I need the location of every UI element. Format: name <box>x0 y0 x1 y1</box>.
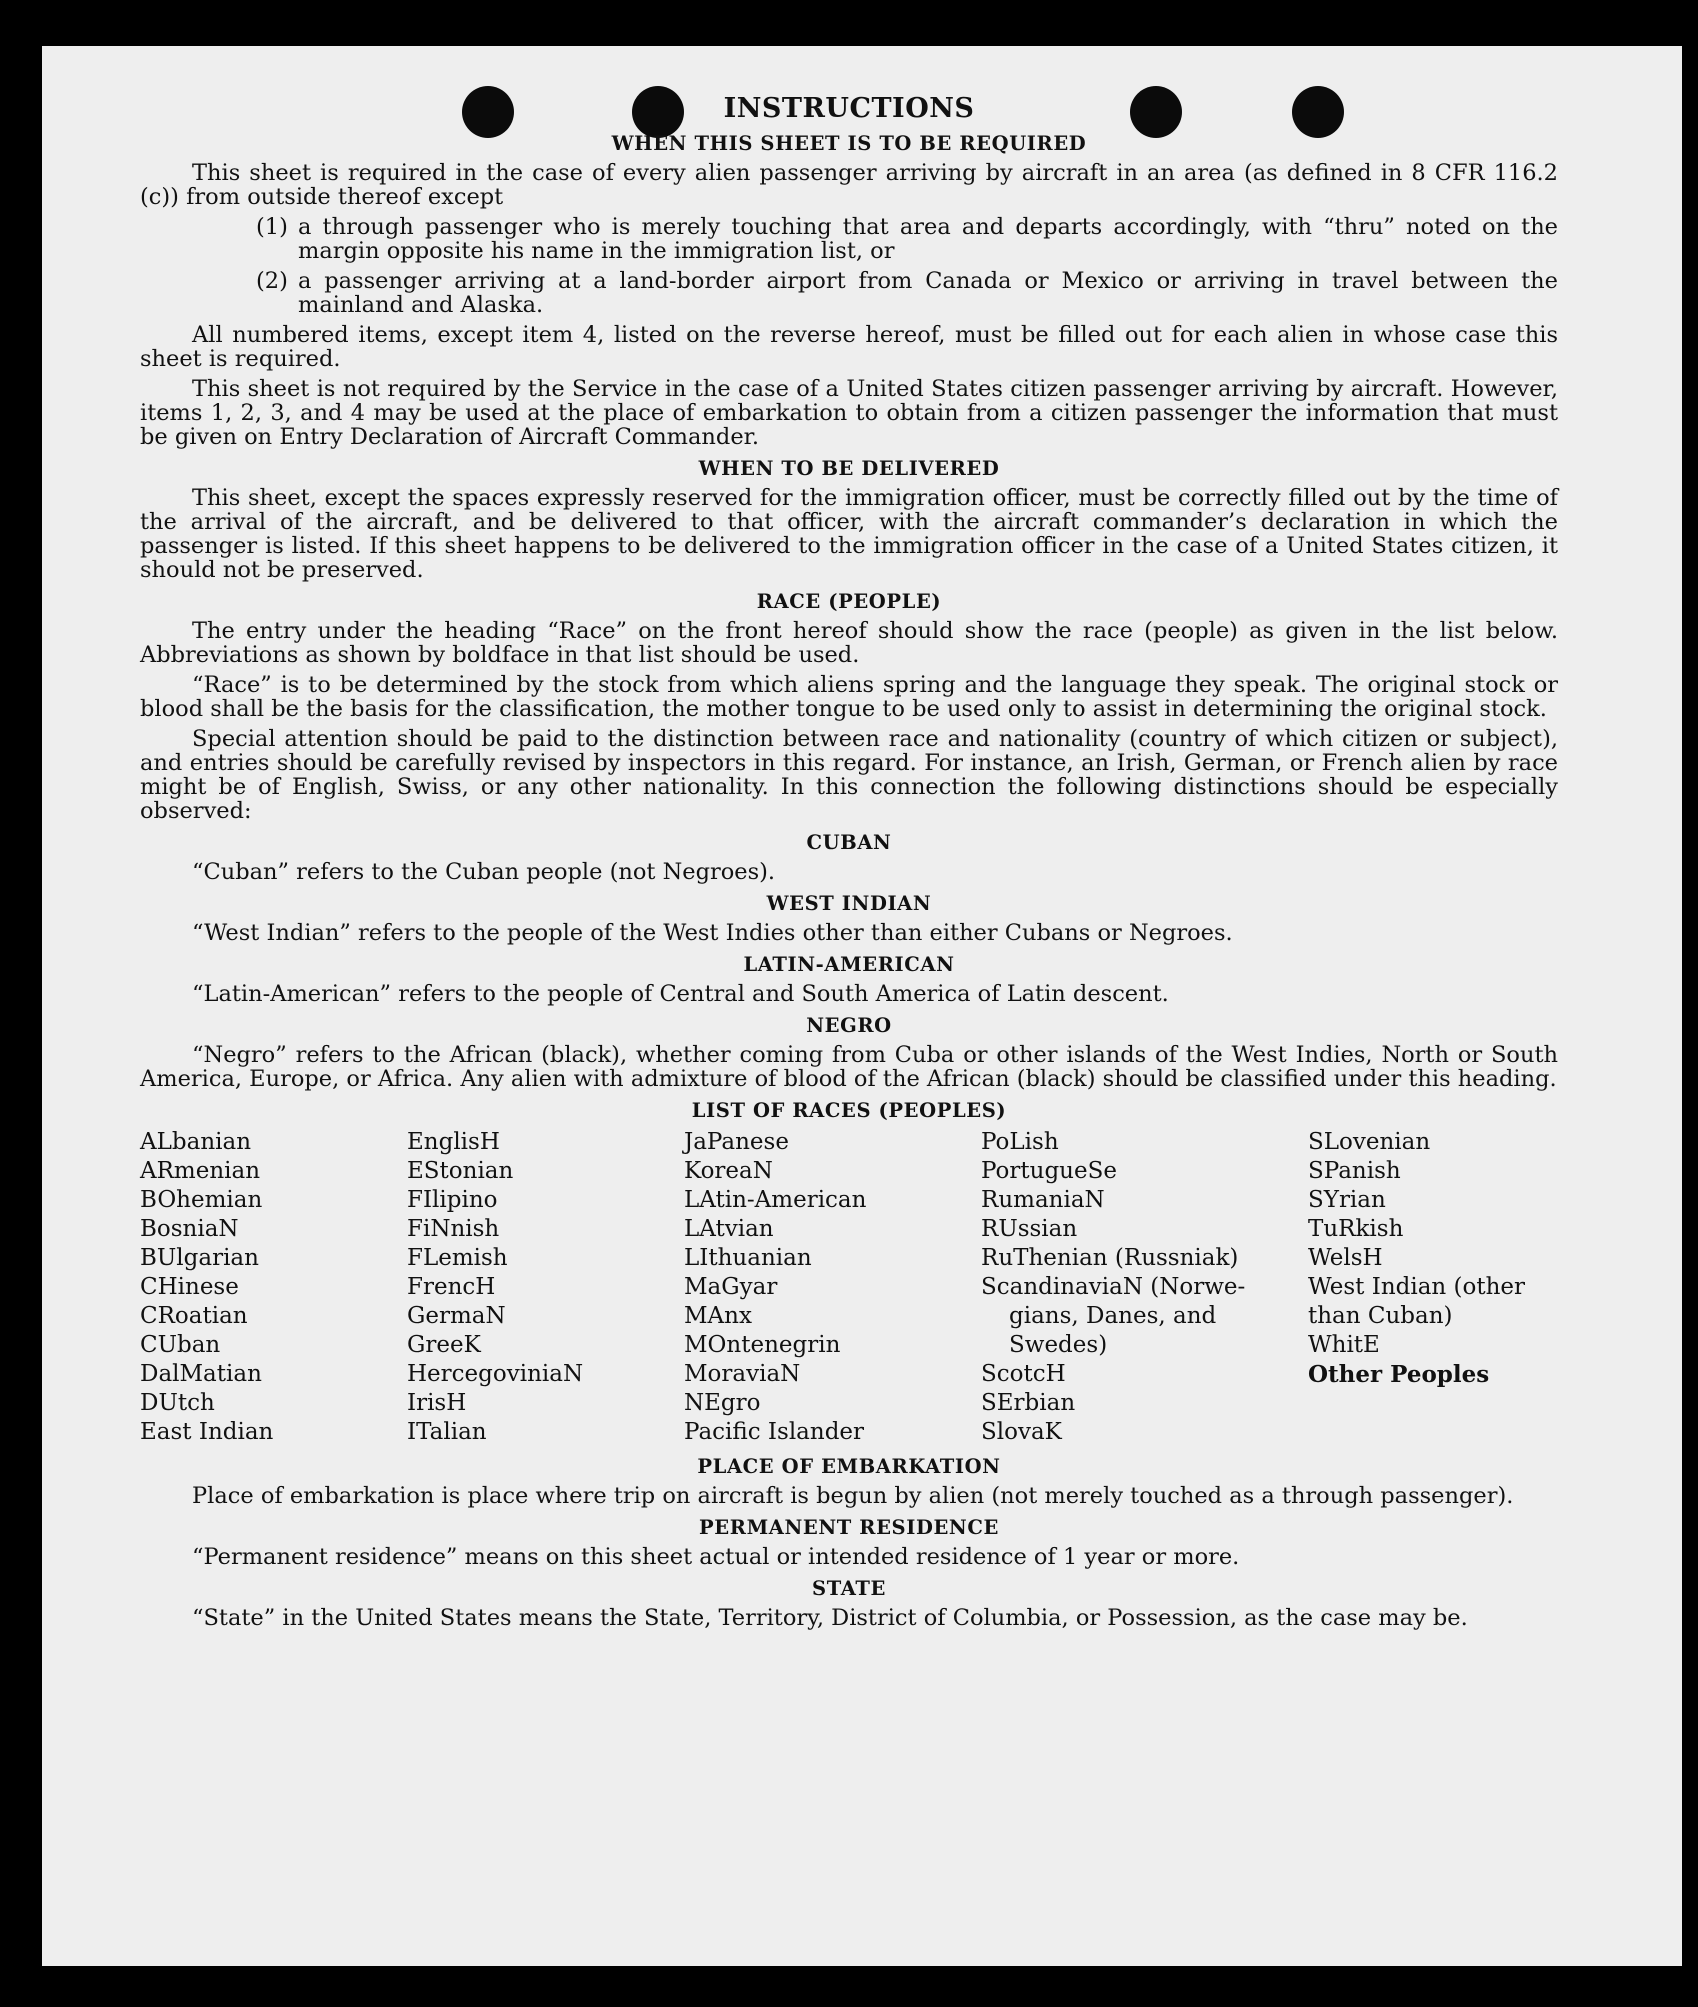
race-item: DalMatian <box>140 1361 262 1387</box>
paragraph: “Permanent residence” means on this sheet actual or intended residence of 1 year or more. <box>192 1544 1240 1570</box>
race-item: FrencH <box>407 1274 496 1300</box>
section-heading: PLACE OF EMBARKATION <box>697 1455 1001 1478</box>
race-item: GreeK <box>407 1332 481 1358</box>
race-item: FIlipino <box>407 1187 498 1213</box>
race-item: CRoatian <box>140 1303 248 1329</box>
race-item: SLovenian <box>1308 1129 1431 1155</box>
race-item: BosniaN <box>140 1216 239 1242</box>
race-column <box>1308 1128 1558 1447</box>
race-item: SPanish <box>1308 1158 1401 1184</box>
list-item <box>140 269 1558 317</box>
race-item: FiNnish <box>407 1216 500 1242</box>
race-item: SYrian <box>1308 1187 1386 1213</box>
race-item: CHinese <box>140 1274 239 1300</box>
section-heading: RACE (PEOPLE) <box>756 590 942 613</box>
race-item: RUssian <box>981 1216 1078 1242</box>
race-item: MAnx <box>684 1303 752 1329</box>
race-item: KoreaN <box>684 1158 773 1184</box>
paragraph: “State” in the United States means the State, Territory, District of Columbia, or Possession, as the case may be. <box>192 1605 1468 1631</box>
race-item: LAtvian <box>684 1216 774 1242</box>
list-item <box>140 215 1558 263</box>
race-column <box>684 1128 959 1447</box>
race-item: SErbian <box>981 1390 1076 1416</box>
section-heading: CUBAN <box>806 831 892 854</box>
section-heading: NEGRO <box>806 1014 892 1037</box>
race-item: RumaniaN <box>981 1187 1105 1213</box>
race-item: West Indian (other <box>1308 1274 1526 1300</box>
race-item: JaPanese <box>684 1129 789 1155</box>
paragraph: “Latin-American” refers to the people of Central and South America of Latin descent. <box>192 981 1169 1007</box>
race-item: BUlgarian <box>140 1245 259 1271</box>
race-column <box>407 1128 662 1447</box>
race-item: than Cuban) <box>1308 1303 1453 1329</box>
race-item: GermaN <box>407 1303 506 1329</box>
race-item: TuRkish <box>1308 1216 1404 1242</box>
race-item: EnglisH <box>407 1129 500 1155</box>
document-sheet <box>42 46 1682 1966</box>
race-item: Pacific Islander <box>684 1419 865 1445</box>
section-heading: LATIN-AMERICAN <box>743 953 955 976</box>
race-item: LIthuanian <box>684 1245 812 1271</box>
race-item: EStonian <box>407 1158 514 1184</box>
race-item: DUtch <box>140 1390 215 1416</box>
paragraph: This sheet is required in the case of every alien passenger arriving by aircraft in an area (as defined in 8 CFR 116.2 (c)) from outside thereof except <box>140 160 1558 210</box>
race-item: Other Peoples <box>1308 1361 1490 1388</box>
page-title: INSTRUCTIONS <box>723 93 975 124</box>
section-heading: WHEN TO BE DELIVERED <box>698 457 1000 480</box>
section-heading: WHEN THIS SHEET IS TO BE REQUIRED <box>611 132 1087 155</box>
race-item: MoraviaN <box>684 1361 801 1387</box>
item-text: a passenger arriving at a land-border airport from Canada or Mexico or arriving in travel between the mainland and Alaska. <box>298 268 1558 318</box>
race-item: WelsH <box>1308 1245 1383 1271</box>
race-item: IrisH <box>407 1390 467 1416</box>
race-column <box>140 1128 385 1447</box>
paragraph: Place of embarkation is place where trip on aircraft is begun by alien (not merely touched as a through passenger). <box>192 1483 1514 1509</box>
race-list <box>140 1128 1558 1447</box>
paragraph: “Negro” refers to the African (black), whether coming from Cuba or other islands of the West Indies, North or South America, Europe, or Africa. Any alien with admixture of blood of the African (black) should be classified under this heading. <box>140 1042 1558 1092</box>
race-item: CUban <box>140 1332 221 1358</box>
race-item: Swedes) <box>1009 1332 1108 1358</box>
paragraph: “Race” is to be determined by the stock from which aliens spring and the language they speak. The original stock or blood shall be the basis for the classification, the mother tongue to be used only to assist in determining the original stock. <box>140 672 1558 722</box>
race-column <box>981 1128 1286 1447</box>
item-number: (1) <box>256 214 288 240</box>
race-item: NEgro <box>684 1390 761 1416</box>
section-heading: PERMANENT RESIDENCE <box>699 1516 999 1539</box>
race-item: BOhemian <box>140 1187 263 1213</box>
race-item: ALbanian <box>140 1129 252 1155</box>
section-heading: LIST OF RACES (PEOPLES) <box>691 1099 1007 1122</box>
item-number: (2) <box>256 268 288 294</box>
section-heading: WEST INDIAN <box>766 892 932 915</box>
race-item: ARmenian <box>140 1158 261 1184</box>
paragraph: “Cuban” refers to the Cuban people (not Negroes). <box>192 859 776 885</box>
race-item: LAtin-American <box>684 1187 867 1213</box>
paragraph: “West Indian” refers to the people of the West Indies other than either Cubans or Negroes. <box>192 920 1233 946</box>
race-item: HercegoviniaN <box>407 1361 584 1387</box>
race-item: ITalian <box>407 1419 487 1445</box>
race-item: ScotcH <box>981 1361 1066 1387</box>
paragraph: All numbered items, except item 4, listed on the reverse hereof, must be filled out for each alien in whose case this sheet is required. <box>140 322 1558 372</box>
race-item: MaGyar <box>684 1274 778 1300</box>
paragraph: This sheet, except the spaces expressly reserved for the immigration officer, must be correctly filled out by the time of the arrival of the aircraft, and be delivered to that officer, with the aircraft commander’s declaration in which the passenger is listed. If this sheet happens to be delivered to the immigration officer in the case of a United States citizen, it should not be preserved. <box>140 485 1558 583</box>
race-item: SlovaK <box>981 1419 1062 1445</box>
race-item: PortugueSe <box>981 1158 1117 1184</box>
paragraph: Special attention should be paid to the distinction between race and nationality (country of which citizen or subject), and entries should be carefully revised by inspectors in this regard. For instance, an Irish, German, or French alien by race might be of English, Swiss, or any other nationality. In this connection the following distinctions should be especially observed: <box>140 726 1558 824</box>
race-item: MOntenegrin <box>684 1332 841 1358</box>
paragraph: The entry under the heading “Race” on the front hereof should show the race (people) as given in the list below. Abbreviations as shown by boldface in that list should be used. <box>140 618 1558 668</box>
race-item: FLemish <box>407 1245 508 1271</box>
race-item: ScandinaviaN (Norwe- <box>981 1274 1246 1300</box>
section-heading: STATE <box>812 1577 886 1600</box>
item-text: a through passenger who is merely touching that area and departs accordingly, with “thru” noted on the margin opposite his name in the immigration list, or <box>298 214 1558 264</box>
race-item: East Indian <box>140 1419 274 1445</box>
race-item: PoLish <box>981 1129 1059 1155</box>
race-item: WhitE <box>1308 1332 1380 1358</box>
document-content <box>140 94 1558 1636</box>
race-item: gians, Danes, and <box>1009 1303 1217 1329</box>
paragraph: This sheet is not required by the Service in the case of a United States citizen passenger arriving by aircraft. However, items 1, 2, 3, and 4 may be used at the place of embarkation to obtain from a citizen passenger the information that must be given on Entry Declaration of Aircraft Commander. <box>140 376 1558 450</box>
race-item: RuThenian (Russniak) <box>981 1245 1239 1271</box>
